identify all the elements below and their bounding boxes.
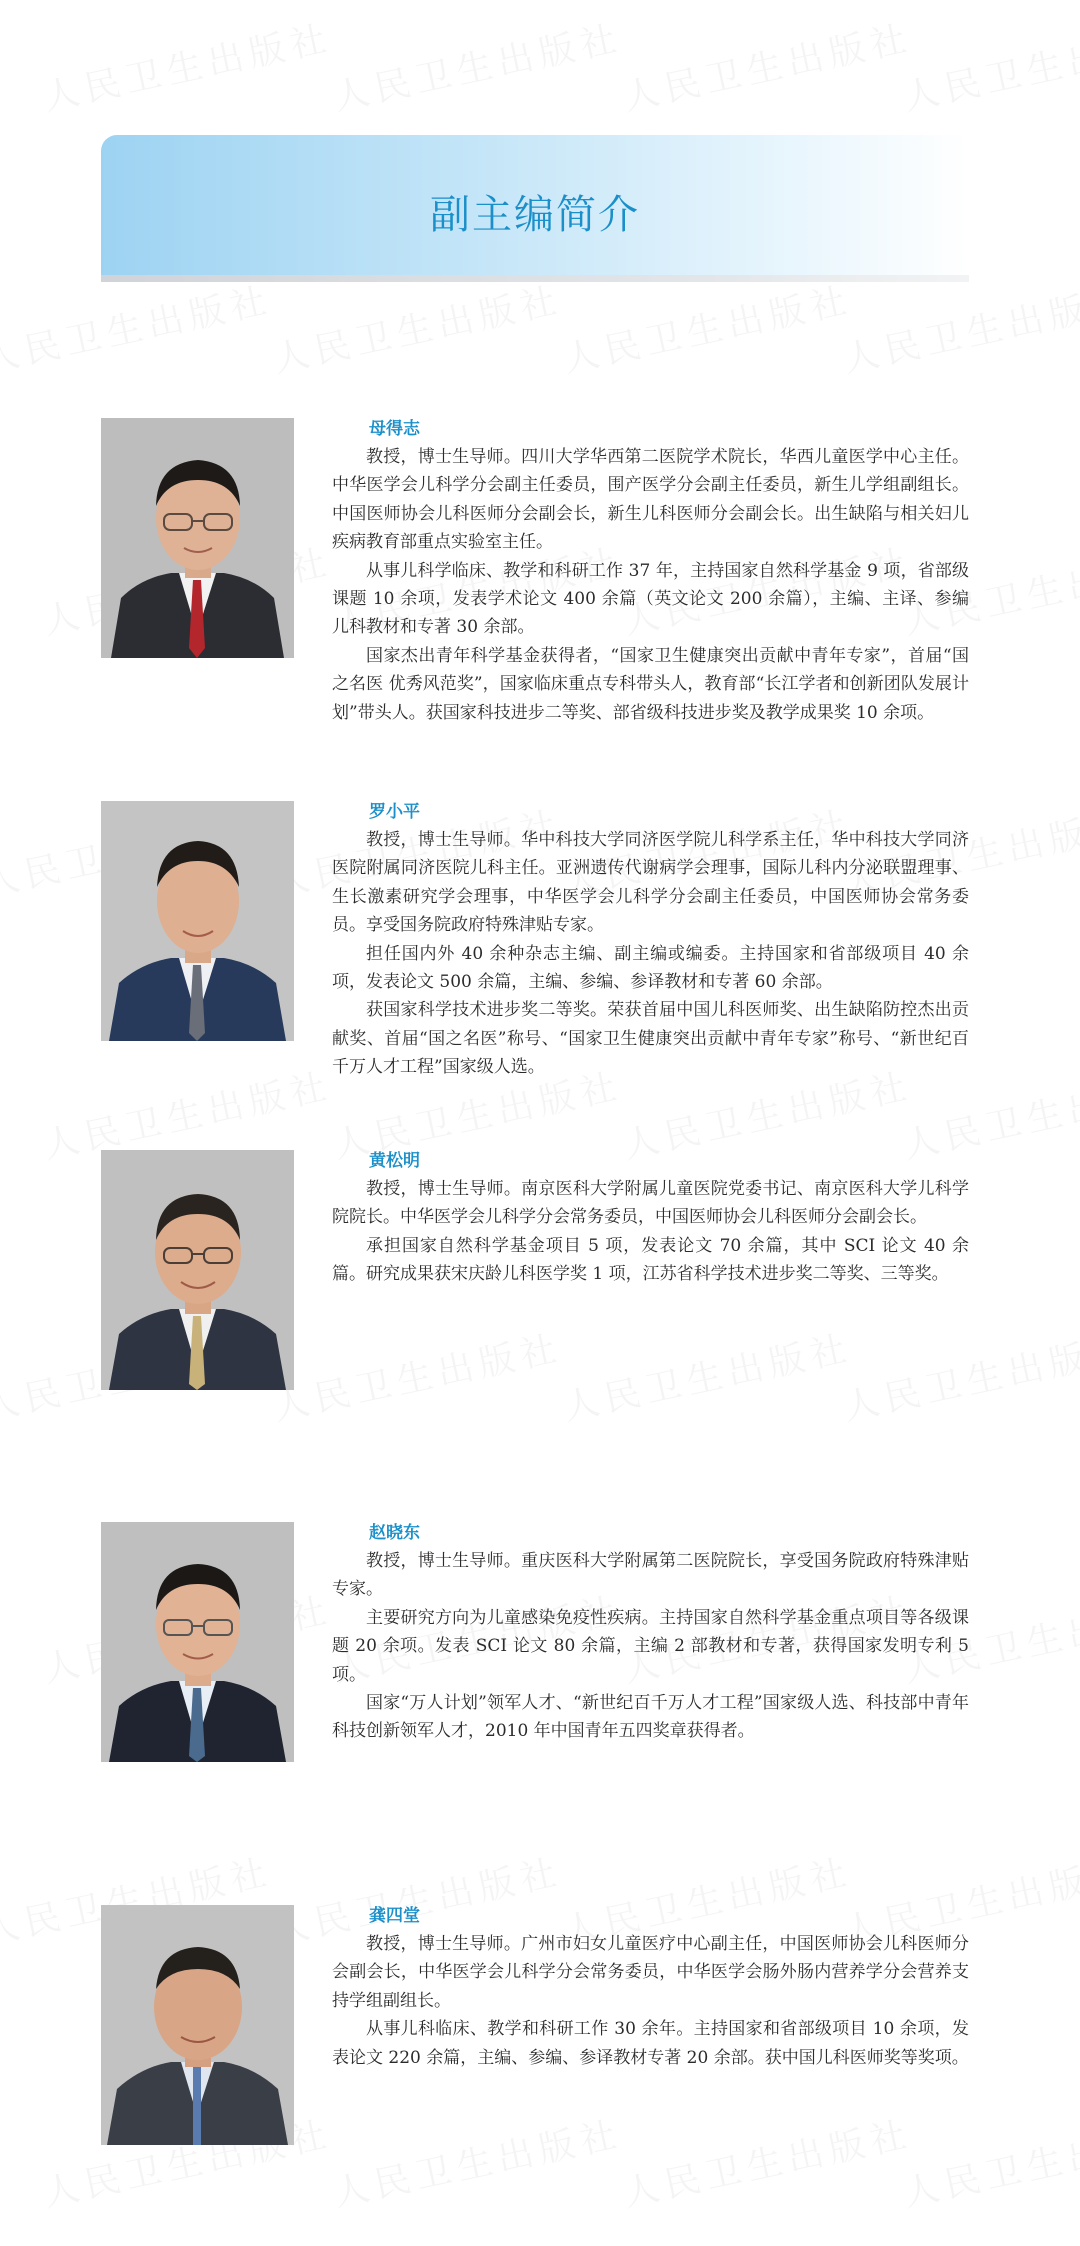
portrait-photo xyxy=(101,1905,294,2145)
watermark-text xyxy=(838,272,1080,383)
person-name: 龚四堂 xyxy=(369,1906,420,1926)
watermark-text xyxy=(328,10,626,121)
portrait-photo xyxy=(101,1522,294,1762)
bio-text xyxy=(332,418,969,727)
bio-paragraph: 担任国内外 40 余种杂志主编、副主编或编委。主持国家和省部级项目 40 余项，发表论文 500 余篇，主编、参编、参译教材和专著 60 余部。 xyxy=(332,943,969,993)
watermark-text xyxy=(898,2106,1080,2217)
bio-text xyxy=(332,1150,969,1289)
bio-paragraph: 国家“万人计划”领军人才、“新世纪百千万人才工程”国家级人选、科技部中青年科技创新领军人才，2010 年中国青年五四奖章获得者。 xyxy=(332,1693,969,1742)
bio-paragraph: 教授，博士生导师。南京医科大学附属儿童医院党委书记、南京医科大学儿科学院院长。中华医学会儿科学分会常务委员，中国医师协会儿科医师分会副会长。 xyxy=(332,1179,969,1228)
watermark-text xyxy=(558,1320,856,1431)
page-title: 副主编简介 xyxy=(430,192,640,238)
bio-text xyxy=(332,1522,969,1746)
bio-paragraph: 教授，博士生导师。重庆医科大学附属第二医院院长，享受国务院政府特殊津贴专家。 xyxy=(332,1551,969,1600)
bio-paragraph: 教授，博士生导师。四川大学华西第二医院学术院长，华西儿童医学中心主任。中华医学会儿科学分会副主任委员，围产医学分会副主任委员，新生儿学组副组长。中国医师协会儿科医师分会副会长，新生儿科医师分会副会长。出生缺陷与相关妇儿疾病教育部重点实验室主任。 xyxy=(332,447,969,553)
person-name: 母得志 xyxy=(369,419,420,439)
watermark-text xyxy=(558,272,856,383)
portrait-photo xyxy=(101,418,294,658)
bio-paragraph: 国家杰出青年科学基金获得者，“国家卫生健康突出贡献中青年专家”，首届“国之名医 优秀风范奖”，国家临床重点专科带头人，教育部“长江学者和创新团队发展计划”带头人。获国家科技进步二等奖、部省级科技进步奖及教学成果奖 10 余项。 xyxy=(332,645,969,723)
watermark-text xyxy=(328,2106,626,2217)
watermark-text xyxy=(838,1320,1080,1431)
bio-paragraph: 从事儿科临床、教学和科研工作 30 余年。主持国家和省部级项目 10 余项，发表论文 220 余篇，主编、参编、参译教材专著 20 余部。获中国儿科医师奖等奖项。 xyxy=(332,2019,969,2068)
bio-text xyxy=(332,1905,969,2072)
watermark-text xyxy=(268,272,566,383)
banner-underline xyxy=(101,275,969,282)
portrait-photo xyxy=(101,801,294,1041)
person-name: 黄松明 xyxy=(369,1151,420,1171)
person-name: 罗小平 xyxy=(369,802,420,822)
person-name: 赵晓东 xyxy=(369,1523,420,1543)
bio-paragraph: 从事儿科学临床、教学和科研工作 37 年，主持国家自然科学基金 9 项，省部级课题 10 余项，发表学术论文 400 余篇（英文论文 200 余篇），主编、主译、参编儿科教材和专著 30 余部。 xyxy=(332,560,969,638)
watermark-text xyxy=(618,2106,916,2217)
portrait-photo xyxy=(101,1150,294,1390)
bio-paragraph: 承担国家自然科学基金项目 5 项，发表论文 70 余篇，其中 SCI 论文 40 余篇。研究成果获宋庆龄儿科医学奖 1 项，江苏省科学技术进步奖二等奖、三等奖。 xyxy=(332,1235,969,1285)
header-banner xyxy=(101,135,969,275)
bio-text xyxy=(332,801,969,1082)
watermark-text xyxy=(618,10,916,121)
watermark-text xyxy=(0,272,276,383)
bio-paragraph: 主要研究方向为儿童感染免疫性疾病。主持国家自然科学基金重点项目等各级课题 20 余项。发表 SCI 论文 80 余篇，主编 2 部教材和专著，获得国家发明专利 5 项。 xyxy=(332,1607,969,1685)
bio-paragraph: 教授，博士生导师。广州市妇女儿童医疗中心副主任，中国医师协会儿科医师分会副会长，中华医学会儿科学分会常务委员，中华医学会肠外肠内营养学分会营养支持学组副组长。 xyxy=(332,1934,969,2011)
bio-paragraph: 获国家科学技术进步奖二等奖。荣获首届中国儿科医师奖、出生缺陷防控杰出贡献奖、首届“国之名医”称号、“国家卫生健康突出贡献中青年专家”称号、“新世纪百千万人才工程”国家级人选。 xyxy=(332,1000,969,1078)
bio-paragraph: 教授，博士生导师。华中科技大学同济医学院儿科学系主任，华中科技大学同济医院附属同济医院儿科主任。亚洲遗传代谢病学会理事，国际儿科内分泌联盟理事、生长激素研究学会理事，中华医学会儿科学分会副主任委员，中国医师协会常务委员。享受国务院政府特殊津贴专家。 xyxy=(332,830,969,936)
watermark-text xyxy=(898,10,1080,121)
watermark-text xyxy=(38,10,336,121)
watermark-text xyxy=(268,1320,566,1431)
